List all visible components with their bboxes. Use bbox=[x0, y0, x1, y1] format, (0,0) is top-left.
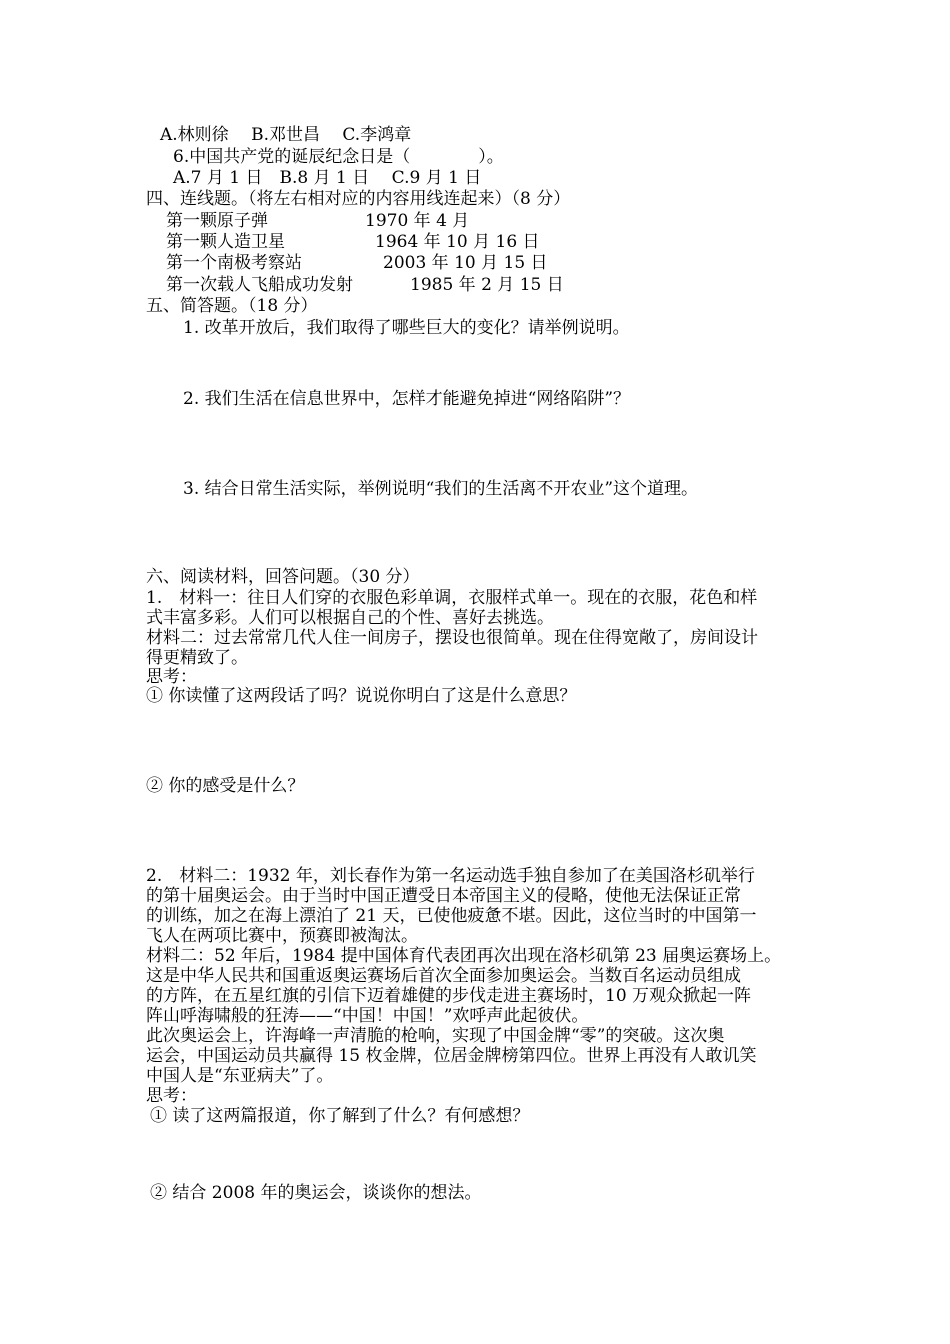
section6-title: 六、阅读材料，回答问题。（30 分） bbox=[146, 567, 420, 587]
passage1-line: 得更精致了。 bbox=[146, 648, 248, 668]
passage2-line: 的训练，加之在海上漂泊了 21 天，已使他疲惫不堪。因此，这位当时的中国第一 bbox=[146, 906, 757, 926]
match-left: 第一个南极考察站 bbox=[166, 253, 302, 273]
passage2-think: 思考： bbox=[146, 1086, 197, 1106]
passage1-q2: ② 你的感受是什么？ bbox=[146, 776, 305, 796]
passage2-line: 的第十届奥运会。由于当时中国正遭受日本帝国主义的侵略，使他无法保证正常 bbox=[146, 886, 741, 906]
passage2-line: 飞人在两项比赛中，预赛即被淘汰。 bbox=[146, 926, 418, 946]
passage2-q2: ② 结合 2008 年的奥运会，谈谈你的想法。 bbox=[150, 1183, 482, 1203]
match-left: 第一颗人造卫星 bbox=[166, 232, 285, 252]
passage2-line: 这是中华人民共和国重返奥运赛场后首次全面参加奥运会。当数百名运动员组成 bbox=[146, 966, 741, 986]
passage2-line: 的方阵，在五星红旗的引信下迈着雄健的步伐走进主赛场时，10 万观众掀起一阵 bbox=[146, 986, 752, 1006]
passage1-think: 思考： bbox=[146, 667, 197, 687]
section5-title: 五、简答题。（18 分） bbox=[146, 296, 318, 316]
passage1-line: 式丰富多彩。人们可以根据自己的个性、喜好去挑选。 bbox=[146, 608, 554, 628]
passage1-line: 1. 材料一：往日人们穿的衣服色彩单调，衣服样式单一。现在的衣服，花色和样 bbox=[146, 588, 758, 608]
match-right: 1970 年 4 月 bbox=[365, 211, 470, 231]
section4-title: 四、连线题。（将左右相对应的内容用线连起来）（8 分） bbox=[146, 189, 571, 209]
match-right: 2003 年 10 月 15 日 bbox=[383, 253, 548, 273]
passage2-line: 中国人是“东亚病夫”了。 bbox=[146, 1066, 334, 1086]
match-left: 第一次载人飞船成功发射 bbox=[166, 275, 353, 295]
passage2-line: 此次奥运会上，许海峰一声清脆的枪响，实现了中国金牌“零”的突破。这次奥 bbox=[146, 1026, 725, 1046]
passage2-line: 阵山呼海啸般的狂涛——“中国！中国！”欢呼声此起彼伏。 bbox=[146, 1006, 589, 1026]
section5-q1: 1. 改革开放后，我们取得了哪些巨大的变化？请举例说明。 bbox=[183, 318, 630, 338]
match-right: 1964 年 10 月 16 日 bbox=[375, 232, 540, 252]
match-left: 第一颗原子弹 bbox=[166, 211, 268, 231]
q5-choices: A.林则徐 B.邓世昌 C.李鸿章 bbox=[160, 125, 412, 145]
passage2-line: 2. 材料二：1932 年，刘长春作为第一名运动选手独自参加了在美国洛杉矶举行 bbox=[146, 866, 755, 886]
section5-q3: 3. 结合日常生活实际，举例说明“我们的生活离不开农业”这个道理。 bbox=[183, 479, 699, 499]
passage1-line: 材料二：过去常常几代人住一间房子，摆设也很简单。现在住得宽敞了，房间设计 bbox=[146, 628, 758, 648]
passage2-q1: ① 读了这两篇报道，你了解到了什么？有何感想？ bbox=[150, 1106, 530, 1126]
passage2-line: 运会，中国运动员共赢得 15 枚金牌，位居金牌榜第四位。世界上再没有人敢讥笑 bbox=[146, 1046, 757, 1066]
section5-q2: 2. 我们生活在信息世界中，怎样才能避免掉进“网络陷阱”？ bbox=[183, 389, 631, 409]
passage1-q1: ① 你读懂了这两段话了吗？说说你明白了这是什么意思？ bbox=[146, 686, 577, 706]
match-right: 1985 年 2 月 15 日 bbox=[410, 275, 564, 295]
q6-stem: 6.中国共产党的诞辰纪念日是（ ）。 bbox=[173, 147, 504, 167]
passage2-line: 材料二：52 年后，1984 提中国体育代表团再次出现在洛杉矶第 23 届奥运赛场上。 bbox=[146, 946, 782, 966]
q6-choices: A.7 月 1 日 B.8 月 1 日 C.9 月 1 日 bbox=[173, 168, 482, 188]
